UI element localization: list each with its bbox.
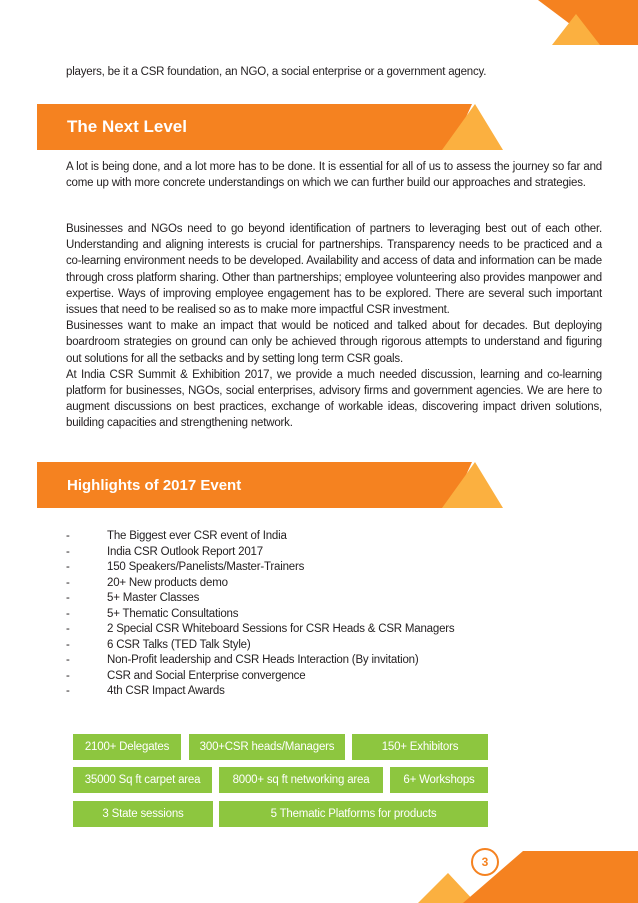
stat-box-csr-heads: 300+CSR heads/Managers (189, 734, 345, 760)
list-item (66, 576, 586, 592)
list-item-text: India CSR Outlook Report 2017 (107, 545, 263, 558)
list-item (66, 653, 586, 669)
list-item-text: 5+ Master Classes (107, 592, 200, 604)
list-item (66, 622, 586, 638)
list-item-text: 6 CSR Talks (TED Talk Style) (107, 638, 251, 651)
bullet: - (66, 592, 70, 604)
bullet: - (66, 669, 70, 682)
section-banner-highlights (37, 462, 503, 508)
list-item (66, 638, 586, 654)
bullet: - (66, 561, 70, 573)
section-title: The Next Level (67, 117, 187, 136)
bullet: - (66, 623, 70, 635)
list-item-text: CSR and Social Enterprise convergence (107, 669, 306, 682)
list-item-text: 4th CSR Impact Awards (107, 685, 225, 697)
list-item (66, 560, 586, 576)
corner-decoration-bottom (418, 843, 638, 903)
stat-box-thematic-platforms: 5 Thematic Platforms for products (219, 801, 488, 827)
bullet: - (66, 685, 70, 697)
section-banner-next-level (37, 104, 503, 150)
paragraph-text: A lot is being done, and a lot more has to be done. It is essential for all of us to assess the journey so far and come up with more concrete understandings on which we can further build our approaches and strategies. (66, 161, 602, 190)
stat-box-networking-area: 8000+ sq ft networking area (219, 767, 383, 793)
stat-box-exhibitors: 150+ Exhibitors (352, 734, 488, 760)
bullet: - (66, 545, 70, 558)
paragraph-text: Businesses and NGOs need to go beyond identification of partners to leveraging best out of each other. Understanding and aligning interests is crucial for partnerships. Transparency needs to be practiced and a co-learning environment needs to be developed. Availability and access of data and information can be made through cross platform sharing. Other than partnerships; employee volunteering also provides manpower and expertise. Ways of improving employee engagement has to be explored. There are several such important issues that need to be realised so as to make more impactful CSR investment. (66, 223, 602, 317)
list-item-text: 5+ Thematic Consultations (107, 607, 239, 620)
paragraph-text: At India CSR Summit & Exhibition 2017, we provide a much needed discussion, learning and co-learning platform for businesses, NGOs, social enterprises, advisory firms and government agencies. We are here to augment discussions on best practices, exchange of workable ideas, discovering impact driven solutions, building capacities and strengthening network. (66, 368, 602, 430)
bullet: - (66, 576, 70, 589)
paragraph (66, 159, 602, 191)
bullet: - (66, 638, 70, 651)
stat-box-carpet-area: 35000 Sq ft carpet area (73, 767, 212, 793)
paragraph-group (66, 221, 602, 432)
stat-box-state-sessions: 3 State sessions (73, 801, 213, 827)
list-item (66, 684, 586, 700)
list-item (66, 607, 586, 623)
list-item (66, 529, 586, 545)
bullet: - (66, 654, 70, 666)
intro-line: players, be it a CSR foundation, an NGO, a social enterprise or a government agency. (66, 66, 487, 78)
list-item-text: 2 Special CSR Whiteboard Sessions for CSR Heads & CSR Managers (107, 623, 455, 635)
bullet: - (66, 530, 70, 542)
corner-decoration-top (518, 0, 638, 50)
stat-box-workshops: 6+ Workshops (390, 767, 488, 793)
section-title: Highlights of 2017 Event (67, 477, 242, 494)
list-item-text: 150 Speakers/Panelists/Master-Trainers (107, 561, 305, 573)
highlights-list (66, 529, 586, 700)
page-number: 3 (471, 848, 499, 876)
list-item (66, 545, 586, 561)
list-item-text: The Biggest ever CSR event of India (107, 530, 287, 542)
list-item (66, 669, 586, 685)
list-item (66, 591, 586, 607)
list-item-text: 20+ New products demo (107, 576, 228, 589)
stat-box-delegates: 2100+ Delegates (73, 734, 181, 760)
bullet: - (66, 607, 70, 620)
paragraph-text: Businesses want to make an impact that would be noticed and talked about for decades. But deploying boardroom strategies on ground can only be achieved through rigorous attempts to understand and figuring out solutions for all the setbacks and by setting long term CSR goals. (66, 320, 602, 365)
list-item-text: Non-Profit leadership and CSR Heads Interaction (By invitation) (107, 654, 419, 666)
